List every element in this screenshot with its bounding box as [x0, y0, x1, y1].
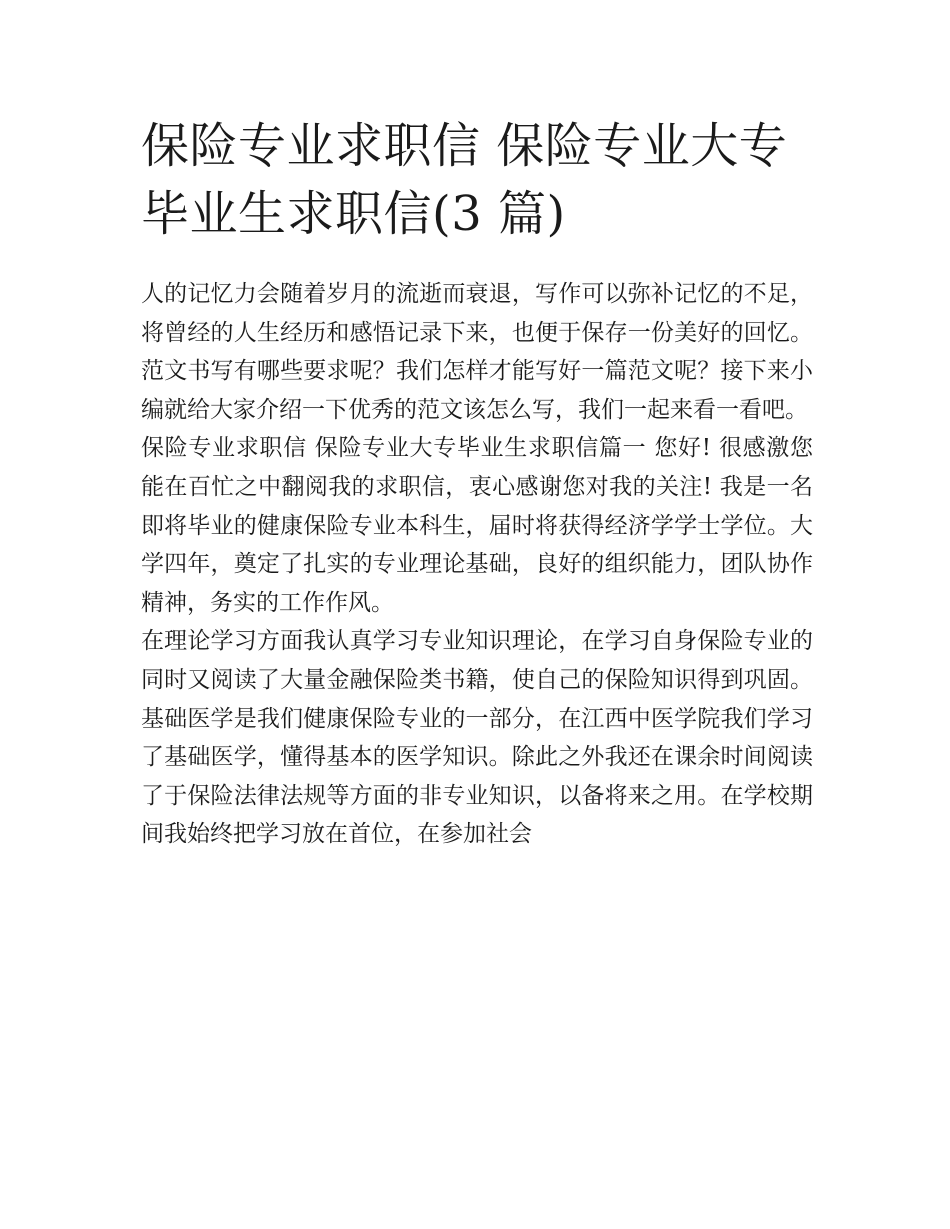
letter-opening-paragraph: 保险专业求职信 保险专业大专毕业生求职信篇一 您好! 很感激您能在百忙之中翻阅我的求职信，衷心感谢您对我的关注! 我是一名即将毕业的健康保险专业本科生，届时将获得经济学学士学位。大学四年，奠定了扎实的专业理论基础，良好的组织能力，团队协作精神，务实的工作作风。 — [141, 435, 813, 616]
study-paragraph: 在理论学习方面我认真学习专业知识理论，在学习自身保险专业的同时又阅读了大量金融保险类书籍，使自己的保险知识得到巩固。基础医学是我们健康保险专业的一部分，在江西中医学院我们学习了基础医学，懂得基本的医学知识。除此之外我还在课余时间阅读了于保险法律法规等方面的非专业知识，以备将来之用。在学校期间我始终把学习放在首位，在参加社会 — [141, 628, 813, 848]
document-page — [141, 112, 813, 854]
intro-paragraph: 人的记忆力会随着岁月的流逝而衰退，写作可以弥补记忆的不足，将曾经的人生经历和感悟记录下来，也便于保存一份美好的回忆。范文书写有哪些要求呢？我们怎样才能写好一篇范文呢？接下来小编就给大家介绍一下优秀的范文该怎么写，我们一起来看一看吧。 — [141, 281, 813, 423]
document-title: 保险专业求职信 保险专业大专毕业生求职信(3 篇) — [141, 118, 788, 242]
